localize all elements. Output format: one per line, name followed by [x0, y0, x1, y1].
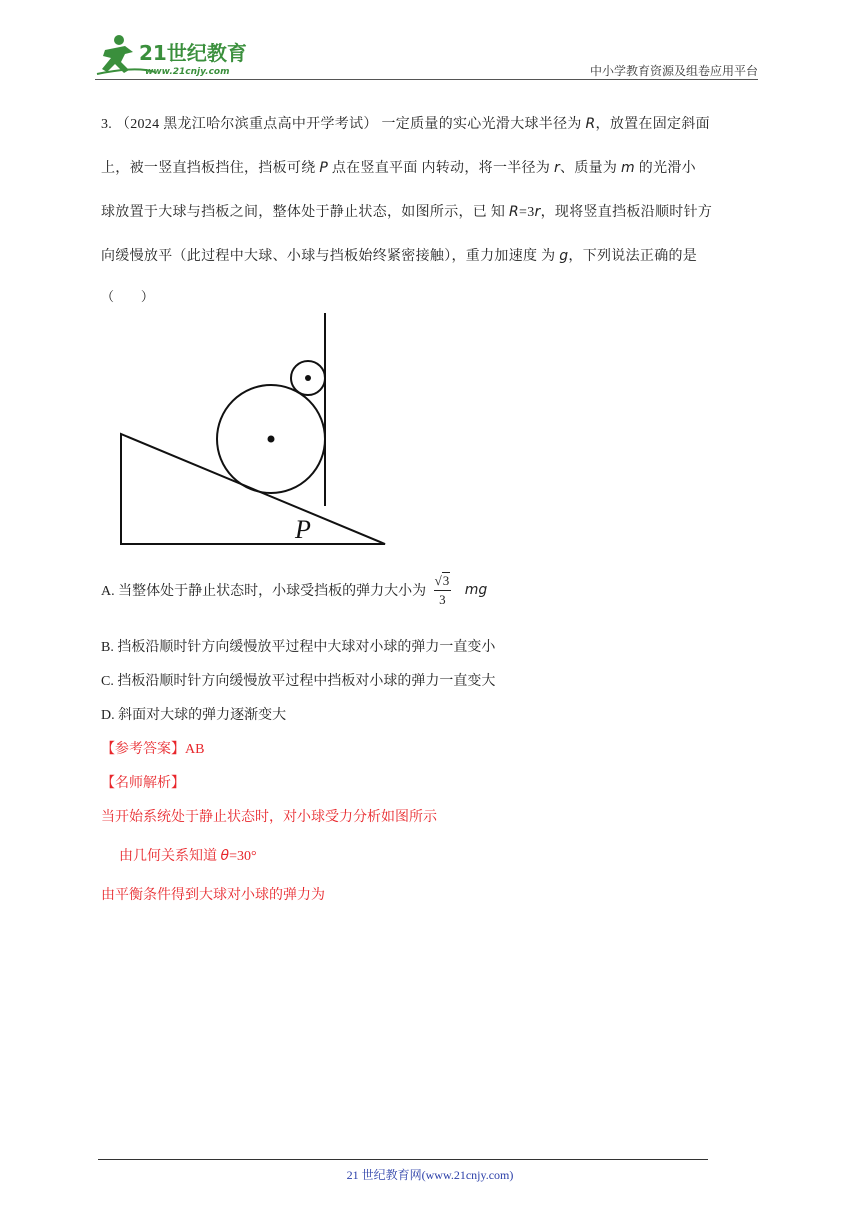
big-ball-center — [268, 436, 275, 443]
option-c: C. 挡板沿顺时针方向缓慢放平过程中挡板对小球的弹力一直变大 — [101, 674, 496, 689]
analysis-line-1: 当开始系统处于静止状态时，对小球受力分析如图所示 — [101, 810, 437, 825]
question-line-1: 3. （2024 黑龙江哈尔滨重点高中开学考试） 一定质量的实心光滑大球半径为 R，放置在固定斜面 — [101, 116, 710, 132]
logo-url: www.21cnjy.com — [145, 67, 230, 77]
small-ball-center — [305, 375, 311, 381]
question-line-3: 球放置于大球与挡板之间，整体处于静止状态，如图所示，已 知 R=3r，现将竖直挡板沿顺时针方 — [101, 204, 713, 220]
header-platform-text: 中小学教育资源及组卷应用平台 — [589, 64, 758, 78]
runner-logo-icon — [95, 30, 260, 80]
footer-link[interactable]: 21 世纪教育网(www.21cnjy.com) — [346, 1168, 514, 1182]
option-d: D. 斜面对大球的弹力逐渐变大 — [101, 708, 287, 723]
analysis-line-3: 由平衡条件得到大球对小球的弹力为 — [101, 888, 325, 903]
analysis-label: 【名师解析】 — [101, 776, 185, 791]
reference-answer: 【参考答案】AB — [101, 742, 205, 757]
header-divider — [95, 79, 758, 80]
site-logo — [95, 30, 260, 80]
fraction: $\frac{√3}{3}$ — [434, 573, 450, 607]
logo-text: 21世纪教育 — [139, 41, 247, 65]
analysis-line-2: 由几何关系知道 θ=30° — [119, 848, 257, 864]
footer-divider — [98, 1159, 708, 1160]
physics-diagram — [110, 305, 400, 555]
pivot-label: P — [295, 515, 311, 544]
question-line-4: 向缓慢放平（此过程中大球、小球与挡板始终紧密接触），重力加速度 为 g，下列说法正确的是 — [101, 248, 698, 264]
option-a: A. 当整体处于静止状态时，小球受挡板的弹力大小为 $\frac{√3}{3}$ mg — [101, 573, 488, 607]
option-b: B. 挡板沿顺时针方向缓慢放平过程中大球对小球的弹力一直变小 — [101, 640, 496, 655]
answer-blank: （ ） — [101, 289, 155, 304]
question-line-2: 上，被一竖直挡板挡住，挡板可绕 P 点在竖直平面 内转动，将一半径为 r、质量为 m 的光滑小 — [101, 160, 696, 176]
